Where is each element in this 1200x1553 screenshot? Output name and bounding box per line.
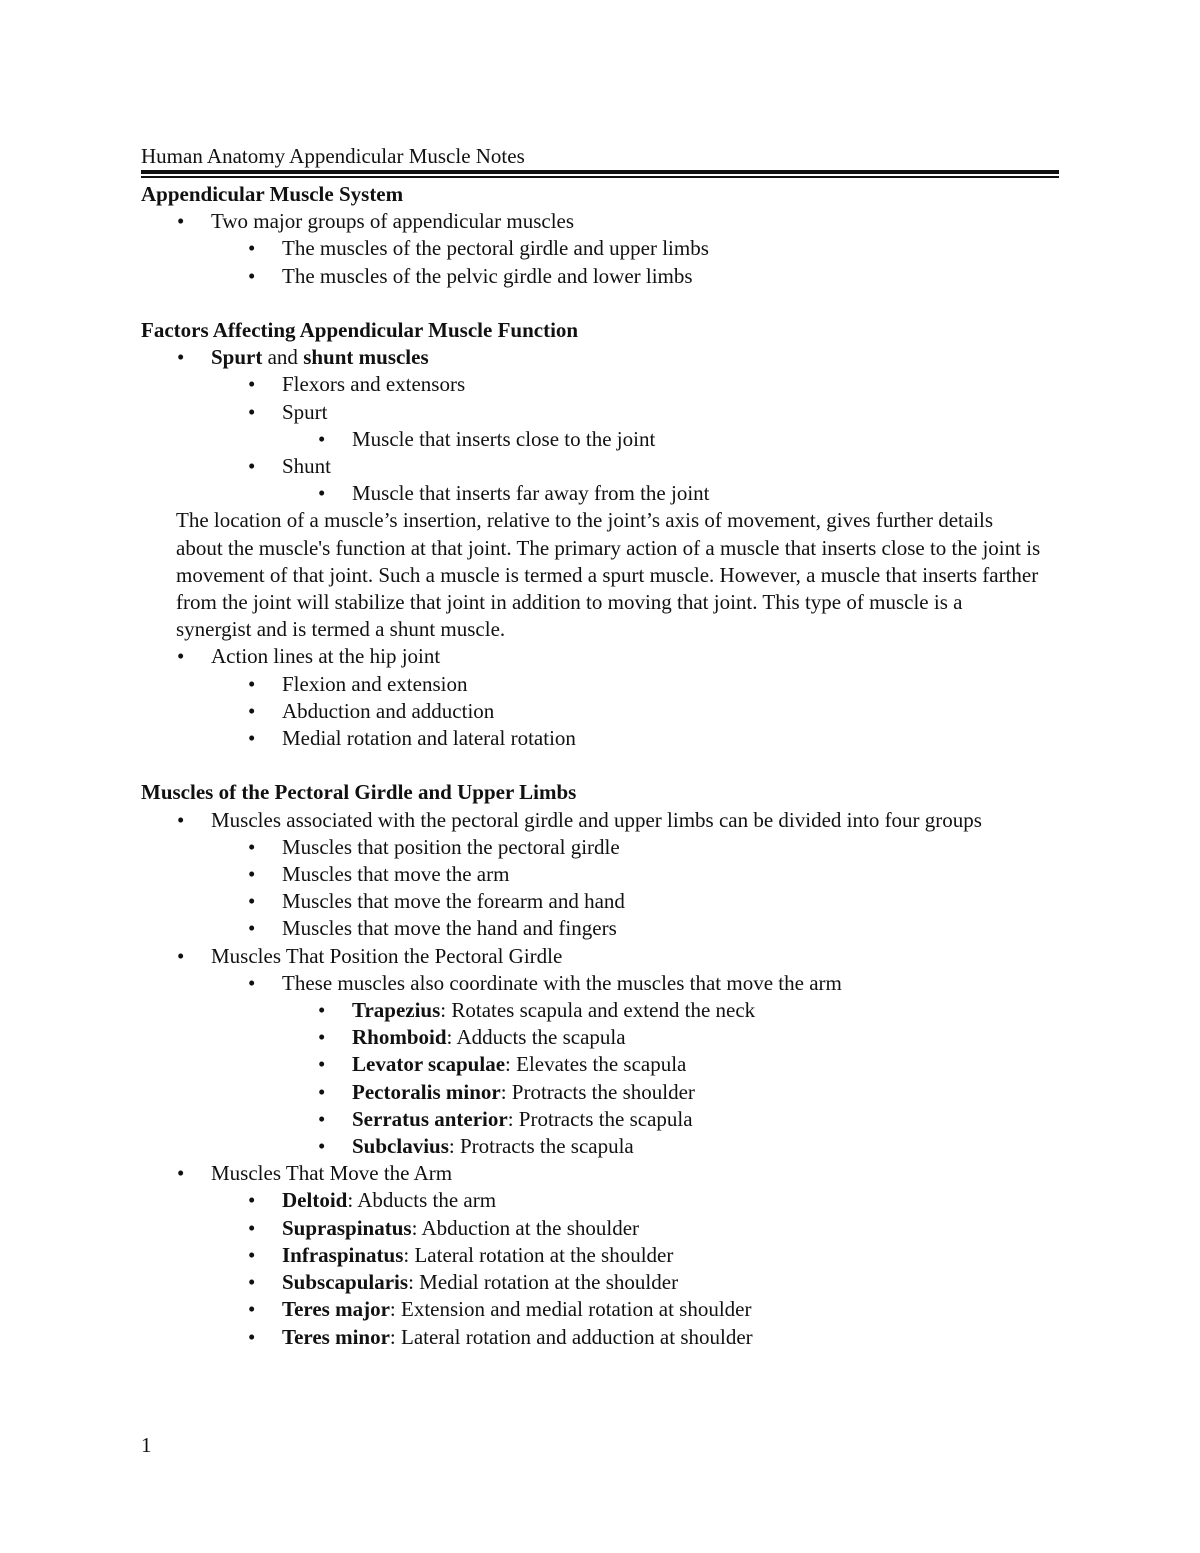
muscle-name: Teres minor: [282, 1324, 390, 1349]
muscle-item: [141, 1242, 1041, 1269]
list-item-text: and: [262, 345, 304, 370]
muscle-name: Subclavius: [352, 1134, 449, 1159]
page-number: 1: [141, 1433, 152, 1457]
list-item: • Muscles That Position the Pectoral Girdle: [141, 943, 1041, 970]
muscle-desc: : Protracts the scapula: [448, 1134, 634, 1159]
list-item: • Muscles that move the forearm and hand: [141, 888, 1041, 915]
document-body: [141, 181, 1041, 1351]
list-item: • Medial rotation and lateral rotation: [141, 725, 1041, 752]
list-item: • Shunt: [141, 453, 1041, 480]
muscle-item: [141, 1296, 1041, 1323]
muscle-desc: : Lateral rotation and adduction at shoulder: [389, 1324, 753, 1349]
muscle-name: Infraspinatus: [282, 1242, 404, 1267]
muscle-desc: : Medial rotation at the shoulder: [408, 1270, 679, 1295]
muscle-desc: : Protracts the shoulder: [500, 1079, 695, 1104]
section-heading: Muscles of the Pectoral Girdle and Upper Limbs: [141, 780, 577, 805]
list-item: • Muscles associated with the pectoral girdle and upper limbs can be divided into four groups: [141, 807, 1041, 834]
section-heading: Appendicular Muscle System: [141, 182, 404, 206]
muscle-desc: : Extension and medial rotation at shoulder: [389, 1297, 752, 1322]
muscle-name: Pectoralis minor: [352, 1079, 501, 1104]
header-rule-thin: [141, 176, 1059, 178]
muscle-item: [141, 1133, 1041, 1160]
section-heading: Factors Affecting Appendicular Muscle Function: [141, 318, 579, 342]
list-item: [141, 344, 1041, 371]
muscle-item: [141, 1324, 1041, 1351]
muscle-item: [141, 997, 1041, 1024]
list-item: • Abduction and adduction: [141, 698, 1041, 725]
muscle-item: [141, 1215, 1041, 1242]
muscle-name: Teres major: [282, 1297, 390, 1322]
list-item: • Spurt: [141, 399, 1041, 426]
muscle-item: [141, 1051, 1041, 1078]
spacer: [141, 290, 1041, 317]
body-paragraph: The location of a muscle’s insertion, relative to the joint’s axis of movement, gives further details about the muscle's function at that joint. The primary action of a muscle that inserts close to the joint is movement of that joint. Such a muscle is termed a spurt muscle. However, a muscle that inserts farther from the joint will stabilize that joint in addition to moving that joint. This type of muscle is a synergist and is termed a shunt muscle.: [176, 508, 1041, 642]
muscle-name: Rhomboid: [352, 1025, 447, 1050]
muscle-desc: : Lateral rotation at the shoulder: [403, 1242, 674, 1267]
muscle-name: Supraspinatus: [282, 1215, 412, 1240]
list-item: • Action lines at the hip joint: [141, 643, 1041, 670]
list-item: • Flexors and extensors: [141, 371, 1041, 398]
list-item: • Muscles that position the pectoral girdle: [141, 834, 1041, 861]
muscle-item: [141, 1079, 1041, 1106]
muscle-name: Serratus anterior: [352, 1106, 508, 1131]
muscle-name: Trapezius: [352, 998, 441, 1023]
list-item: • The muscles of the pelvic girdle and lower limbs: [141, 263, 1041, 290]
document-title: Human Anatomy Appendicular Muscle Notes: [141, 144, 525, 168]
muscle-item: [141, 1106, 1041, 1133]
term: Spurt: [211, 345, 263, 370]
list-item: • Muscles that move the arm: [141, 861, 1041, 888]
header-rule-thick: [141, 170, 1059, 174]
list-item: • Muscles that move the hand and fingers: [141, 915, 1041, 942]
muscle-desc: : Rotates scapula and extend the neck: [440, 998, 756, 1023]
list-item: • The muscles of the pectoral girdle and upper limbs: [141, 235, 1041, 262]
muscle-name: Deltoid: [282, 1188, 348, 1213]
muscle-desc: : Elevates the scapula: [505, 1052, 687, 1077]
list-item: • Muscles That Move the Arm: [141, 1160, 1041, 1187]
list-item: • Flexion and extension: [141, 671, 1041, 698]
muscle-desc: : Abduction at the shoulder: [411, 1215, 640, 1240]
muscle-name: Subscapularis: [282, 1270, 409, 1295]
muscle-name: Levator scapulae: [352, 1052, 506, 1077]
muscle-desc: : Abducts the arm: [347, 1188, 497, 1213]
list-item: • Muscle that inserts far away from the joint: [141, 480, 1041, 507]
muscle-item: [141, 1269, 1041, 1296]
list-item: • These muscles also coordinate with the muscles that move the arm: [141, 970, 1041, 997]
list-item: • Two major groups of appendicular muscles: [141, 208, 1041, 235]
term: shunt muscles: [303, 345, 429, 370]
list-item: • Muscle that inserts close to the joint: [141, 426, 1041, 453]
muscle-item: [141, 1024, 1041, 1051]
muscle-desc: : Adducts the scapula: [446, 1025, 626, 1050]
spacer: [141, 752, 1041, 779]
muscle-item: [141, 1187, 1041, 1214]
muscle-desc: : Protracts the scapula: [507, 1106, 693, 1131]
